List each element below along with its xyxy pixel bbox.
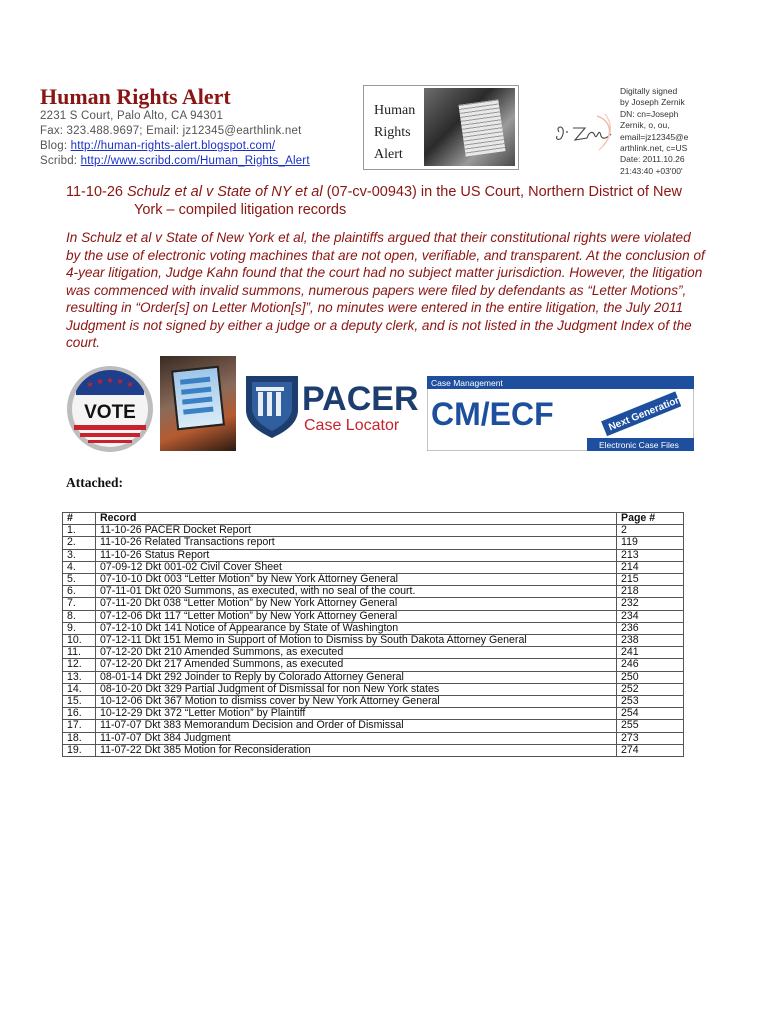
- cmecf-title: CM/ECF: [431, 396, 554, 432]
- table-row: [63, 622, 684, 634]
- row-record: 08-10-20 Dkt 329 Partial Judgment of Dismissal for non New York states: [96, 683, 617, 695]
- table-row: [63, 659, 684, 671]
- row-record: 07-09-12 Dkt 001-02 Civil Cover Sheet: [96, 561, 617, 573]
- header-number: #: [63, 513, 96, 525]
- row-page: 236: [617, 622, 684, 634]
- table-row: [63, 708, 684, 720]
- logo-photo: [424, 88, 515, 166]
- svg-text:★: ★: [106, 376, 114, 385]
- fax-email-line: [40, 125, 301, 137]
- table-row: [63, 610, 684, 622]
- logo-text: [374, 100, 415, 166]
- row-page: 274: [617, 744, 684, 756]
- row-number: 2.: [63, 537, 96, 549]
- records-table: [62, 512, 684, 757]
- row-record: 11-10-26 Status Report: [96, 549, 617, 561]
- row-page: 252: [617, 683, 684, 695]
- blog-line: [40, 140, 275, 152]
- title-case-name: Schulz et al v State of NY et al: [127, 184, 323, 200]
- row-page: 218: [617, 586, 684, 598]
- row-number: 6.: [63, 586, 96, 598]
- title-date: 11-10-26: [66, 184, 127, 200]
- header-page: Page #: [617, 513, 684, 525]
- logo-line-3: Alert: [374, 147, 403, 162]
- row-page: 214: [617, 561, 684, 573]
- logo-line-1: Human: [374, 103, 416, 118]
- table-row: [63, 586, 684, 598]
- table-header-row: [63, 513, 684, 525]
- row-record: 11-07-07 Dkt 384 Judgment: [96, 732, 617, 744]
- row-page: 253: [617, 696, 684, 708]
- summary-paragraph: In Schulz et al v State of New York et al, the plaintiffs argued that their constitutional rights were violated by the use of electronic voting machines that are not open, verifiable, and transparent. At the conclusion of 4-year litigation, Judge Kahn found that the court had no subject matter jurisdiction. However, the litigation was commenced with invalid summons, numerous papers were filed by defendants as “Letter Motions”, resulting in “Order[s] on Letter Motion[s]”, no minutes were entered in the entire litigation, the July 2011 Judgment is not signed by either a judge or a deputy clerk, and is not listed in the Judgment Index of the court.: [66, 230, 705, 350]
- vote-badge-image: [66, 365, 154, 453]
- row-number: 15.: [63, 696, 96, 708]
- header-record: Record: [96, 513, 617, 525]
- scribd-label: Scribd:: [40, 155, 81, 167]
- cmecf-banner: Next Generation: [607, 394, 683, 434]
- org-name: Human Rights Alert: [40, 84, 231, 109]
- scribd-link[interactable]: http://www.scribd.com/Human_Rights_Alert: [80, 155, 310, 167]
- row-record: 07-12-20 Dkt 210 Amended Summons, as executed: [96, 647, 617, 659]
- row-page: 273: [617, 732, 684, 744]
- row-record: 07-11-20 Dkt 038 “Letter Motion” by New York Attorney General: [96, 598, 617, 610]
- pacer-logo-image: [240, 370, 424, 440]
- table-row: [63, 696, 684, 708]
- row-record: 07-10-10 Dkt 003 “Letter Motion” by New York Attorney General: [96, 574, 617, 586]
- email-text: jz12345@earthlink.net: [182, 125, 302, 137]
- row-record: 11-07-22 Dkt 385 Motion for Reconsideration: [96, 744, 617, 756]
- row-number: 16.: [63, 708, 96, 720]
- cmecf-header: Case Management: [431, 378, 503, 388]
- table-row: [63, 635, 684, 647]
- row-number: 12.: [63, 659, 96, 671]
- pacer-subtitle: Case Locator: [304, 417, 400, 434]
- svg-text:★: ★: [86, 380, 94, 389]
- table-row: [63, 537, 684, 549]
- row-record: 11-10-26 PACER Docket Report: [96, 525, 617, 537]
- svg-text:★: ★: [126, 380, 134, 389]
- row-record: 11-10-26 Related Transactions report: [96, 537, 617, 549]
- row-number: 13.: [63, 671, 96, 683]
- logo-line-2: Rights: [374, 125, 411, 140]
- row-record: 07-12-11 Dkt 151 Memo in Support of Motion to Dismiss by South Dakota Attorney General: [96, 635, 617, 647]
- row-number: 1.: [63, 525, 96, 537]
- svg-text:★: ★: [96, 377, 104, 386]
- row-record: 08-01-14 Dkt 292 Joinder to Reply by Colorado Attorney General: [96, 671, 617, 683]
- row-number: 11.: [63, 647, 96, 659]
- row-page: 255: [617, 720, 684, 732]
- row-page: 246: [617, 659, 684, 671]
- row-page: 238: [617, 635, 684, 647]
- vote-label: VOTE: [84, 402, 136, 423]
- table-row: [63, 683, 684, 695]
- row-page: 234: [617, 610, 684, 622]
- row-record: 10-12-29 Dkt 372 “Letter Motion” by Plaintiff: [96, 708, 617, 720]
- table-row: [63, 671, 684, 683]
- row-number: 10.: [63, 635, 96, 647]
- row-record: 07-11-01 Dkt 020 Summons, as executed, with no seal of the court.: [96, 586, 617, 598]
- table-row: [63, 549, 684, 561]
- records-body: [63, 525, 684, 757]
- row-number: 19.: [63, 744, 96, 756]
- row-page: 250: [617, 671, 684, 683]
- table-row: [63, 647, 684, 659]
- address: 2231 S Court, Palo Alto, CA 94301: [40, 110, 224, 122]
- handwritten-signature: [553, 112, 615, 152]
- scribd-line: [40, 155, 310, 167]
- table-row: [63, 732, 684, 744]
- row-record: 11-07-07 Dkt 383 Memorandum Decision and Order of Dismissal: [96, 720, 617, 732]
- blog-label: Blog:: [40, 140, 71, 152]
- row-page: 213: [617, 549, 684, 561]
- hra-logo: [363, 85, 519, 170]
- row-record: 07-12-06 Dkt 117 “Letter Motion” by New York Attorney General: [96, 610, 617, 622]
- row-record: 10-12-06 Dkt 367 Motion to dismiss cover by New York Attorney General: [96, 696, 617, 708]
- row-number: 3.: [63, 549, 96, 561]
- row-number: 14.: [63, 683, 96, 695]
- cmecf-footer: Electronic Case Files: [599, 440, 679, 450]
- row-number: 5.: [63, 574, 96, 586]
- row-page: 232: [617, 598, 684, 610]
- row-number: 9.: [63, 622, 96, 634]
- table-row: [63, 561, 684, 573]
- row-number: 8.: [63, 610, 96, 622]
- document-title: [66, 183, 706, 219]
- cmecf-logo-image: [427, 376, 694, 451]
- table-row: [63, 744, 684, 756]
- fax-label: Fax: 323.488.9697; Email:: [40, 125, 183, 137]
- row-page: 254: [617, 708, 684, 720]
- table-row: [63, 525, 684, 537]
- pacer-title: PACER: [302, 380, 419, 418]
- title-continuation: York – compiled litigation records: [134, 202, 347, 218]
- row-page: 241: [617, 647, 684, 659]
- row-number: 4.: [63, 561, 96, 573]
- voting-machine-image: [160, 356, 236, 451]
- title-rest: (07-cv-00943) in the US Court, Northern District of New: [322, 184, 682, 200]
- row-page: 119: [617, 537, 684, 549]
- row-record: 07-12-20 Dkt 217 Amended Summons, as executed: [96, 659, 617, 671]
- row-record: 07-12-10 Dkt 141 Notice of Appearance by State of Washington: [96, 622, 617, 634]
- svg-text:★: ★: [116, 377, 124, 386]
- digital-signature-text: Digitally signed by Joseph Zernik DN: cn=Joseph Zernik, o, ou, email=jz12345@e arthlink.net, c=US Date: 2011.10.26 21:43:40 +03'00': [620, 86, 689, 176]
- attached-heading: Attached:: [66, 475, 123, 490]
- row-page: 2: [617, 525, 684, 537]
- row-number: 7.: [63, 598, 96, 610]
- row-number: 17.: [63, 720, 96, 732]
- blog-link[interactable]: http://human-rights-alert.blogspot.com/: [70, 140, 276, 152]
- table-row: [63, 720, 684, 732]
- row-number: 18.: [63, 732, 96, 744]
- row-page: 215: [617, 574, 684, 586]
- table-row: [63, 598, 684, 610]
- table-row: [63, 574, 684, 586]
